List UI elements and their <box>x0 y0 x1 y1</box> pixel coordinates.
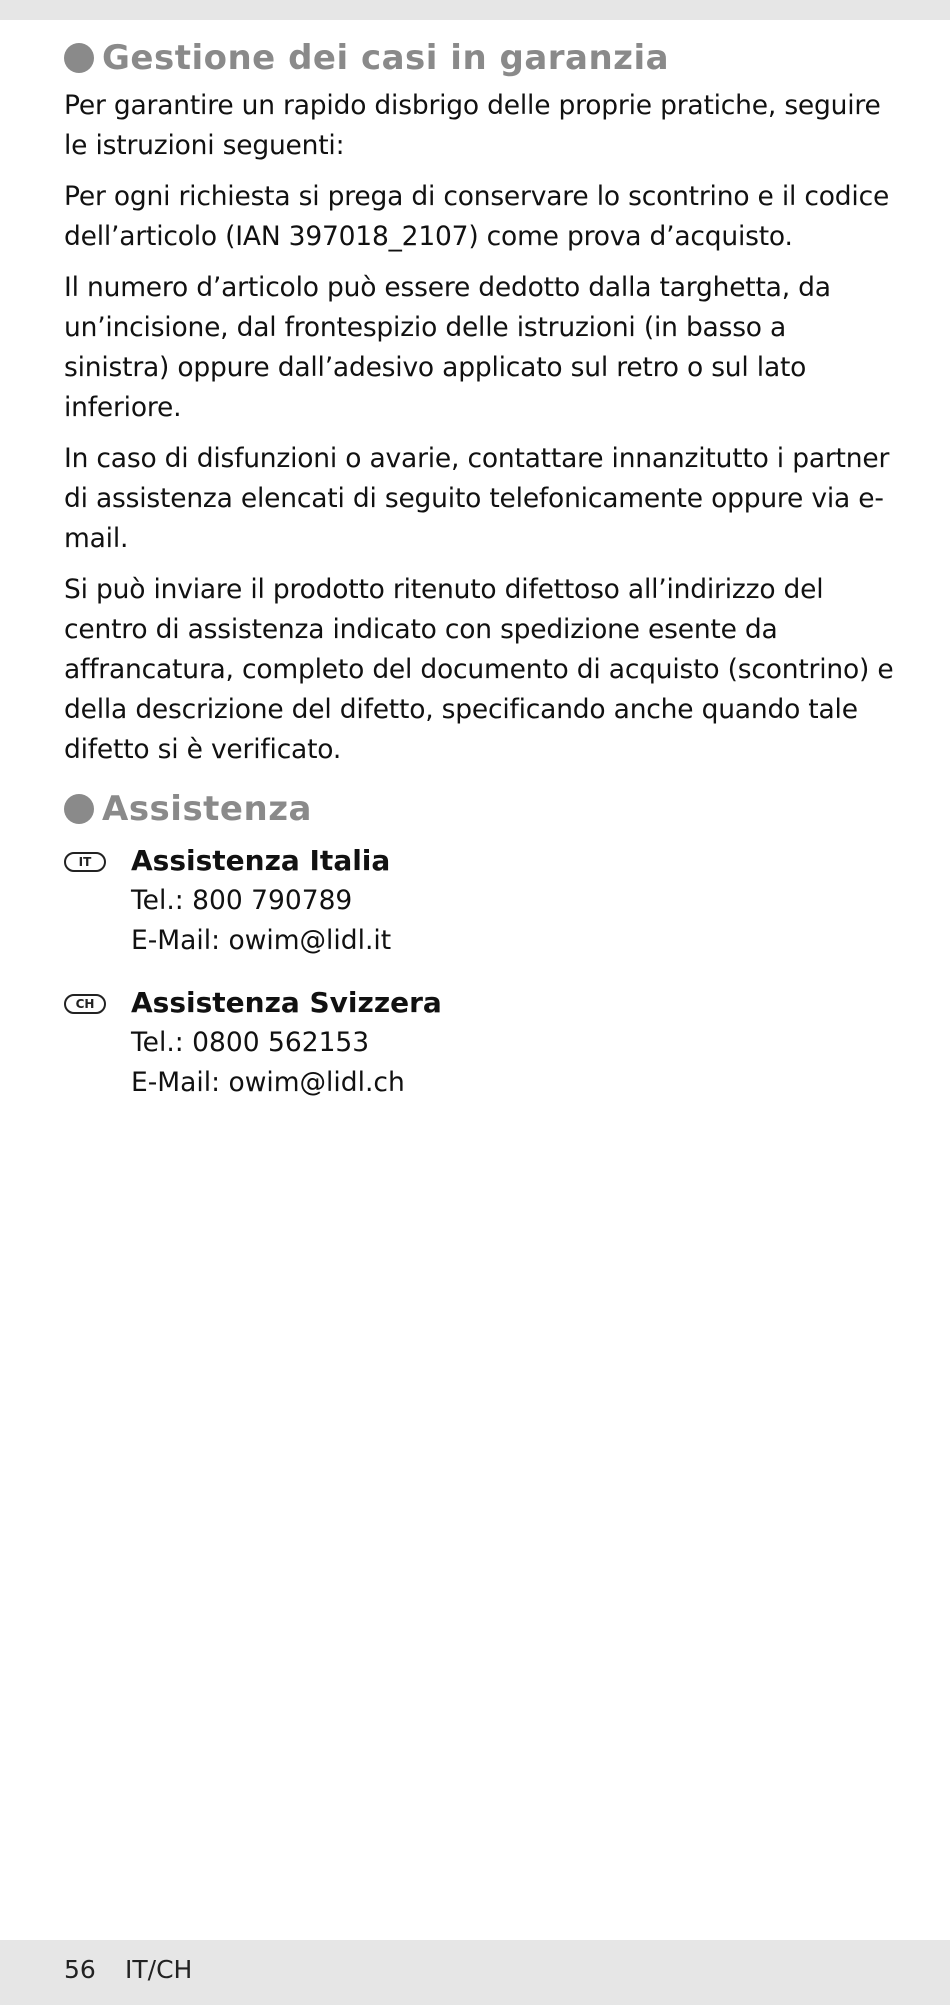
warranty-paragraph: Si può inviare il prodotto ritenuto difettoso all’indirizzo del centro di assistenza indicato con spedizione esente da affrancatura, completo del documento di acquisto (scontrino) e della descrizione del difetto, specificando anche quando tale difetto si è verificato. <box>64 574 894 765</box>
bullet-icon <box>64 794 94 824</box>
warranty-paragraph: In caso di disfunzioni o avarie, contattare innanzitutto i partner di assistenza elencati di seguito telefonicamente oppure via e-mail. <box>64 443 890 554</box>
warranty-paragraph: Il numero d’articolo può essere dedotto dalla targhetta, da un’incisione, dal frontespizio delle istruzioni (in basso a sinistra) oppure dall’adesivo applicato sul retro o sul lato inferiore. <box>64 272 831 423</box>
warranty-heading-text: Gestione dei casi in garanzia <box>102 38 670 78</box>
contact-phone: Tel.: 0800 562153 <box>131 1027 370 1058</box>
page-number: 56 <box>64 1955 96 1984</box>
contact-name: Assistenza Svizzera <box>131 986 442 1019</box>
top-band <box>0 0 950 20</box>
contact-name: Assistenza Italia <box>131 844 391 877</box>
locale-code: IT/CH <box>125 1955 193 1984</box>
contact-switzerland <box>64 983 894 1103</box>
assistance-heading <box>64 781 894 837</box>
page-content <box>64 30 894 1103</box>
contact-phone: Tel.: 800 790789 <box>131 885 353 916</box>
country-badge-it-icon: IT <box>64 852 106 872</box>
warranty-paragraph: Per ogni richiesta si prega di conservare lo scontrino e il codice dell’articolo (IAN 397018_2107) come prova d’acquisto. <box>64 181 890 252</box>
warranty-paragraph: Per garantire un rapido disbrigo delle proprie pratiche, seguire le istruzioni seguenti: <box>64 90 881 161</box>
contact-email: E-Mail: owim@lidl.ch <box>131 1067 405 1098</box>
contact-italy <box>64 841 894 961</box>
bullet-icon <box>64 43 94 73</box>
assistance-heading-text: Assistenza <box>102 789 312 829</box>
country-badge-ch-icon: CH <box>64 994 106 1014</box>
contact-email: E-Mail: owim@lidl.it <box>131 925 392 956</box>
warranty-heading <box>64 30 894 86</box>
